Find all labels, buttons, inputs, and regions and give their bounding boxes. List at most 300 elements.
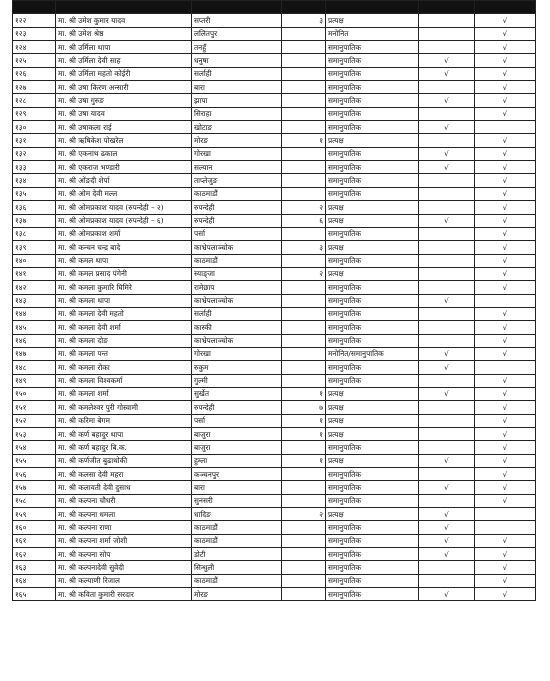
check-column-2-cell: √: [475, 94, 536, 107]
constituency-number-cell: [282, 54, 326, 67]
district-cell: मोरङ: [192, 134, 282, 147]
election-type-cell: समानुपातिक: [326, 521, 419, 534]
district-cell: रुपन्देही: [192, 214, 282, 227]
election-type-cell: समानुपातिक: [326, 121, 419, 134]
district-cell: कञ्चनपुर: [192, 468, 282, 481]
check-column-1-cell: √: [419, 481, 475, 494]
district-cell: डोटी: [192, 548, 282, 561]
district-cell: हुम्ला: [192, 454, 282, 467]
constituency-number-cell: १: [282, 428, 326, 441]
constituency-number-cell: [282, 574, 326, 587]
check-column-2-cell: √: [475, 548, 536, 561]
constituency-number-cell: [282, 174, 326, 187]
check-column-1-cell: [419, 414, 475, 427]
election-type-cell: प्रत्यक्ष: [326, 401, 419, 414]
election-type-cell: प्रत्यक्ष: [326, 241, 419, 254]
constituency-number-cell: २: [282, 508, 326, 521]
election-type-cell: समानुपातिक: [326, 254, 419, 267]
serial-number-cell: १४५: [13, 321, 56, 334]
check-column-2-cell: [475, 121, 536, 134]
district-cell: काभ्रेपलाञ्चोक: [192, 334, 282, 347]
serial-number-cell: १३२: [13, 147, 56, 160]
member-name-cell: मा. श्री ओम देवी मल्ल: [56, 187, 192, 200]
district-cell: सर्लाही: [192, 67, 282, 80]
serial-number-cell: १३३: [13, 161, 56, 174]
check-column-2-cell: √: [475, 494, 536, 507]
check-column-1-cell: [419, 334, 475, 347]
election-type-cell: समानुपातिक: [326, 147, 419, 160]
check-column-2-cell: √: [475, 54, 536, 67]
election-type-cell: समानुपातिक: [326, 294, 419, 307]
check-column-2-cell: √: [475, 267, 536, 280]
constituency-number-cell: [282, 281, 326, 294]
table-row: [13, 401, 536, 414]
constituency-number-cell: [282, 254, 326, 267]
serial-number-cell: १३१: [13, 134, 56, 147]
check-column-2-cell: √: [475, 201, 536, 214]
check-column-1-cell: √: [419, 521, 475, 534]
member-name-cell: मा. श्री कर्ण बहादुर थापा: [56, 428, 192, 441]
election-type-cell: प्रत्यक्ष: [326, 214, 419, 227]
check-column-2-cell: √: [475, 468, 536, 481]
constituency-number-cell: ३: [282, 14, 326, 27]
election-type-cell: समानुपातिक: [326, 534, 419, 547]
check-column-2-cell: √: [475, 428, 536, 441]
table-row: [13, 267, 536, 280]
check-column-2-cell: [475, 521, 536, 534]
table-row: [13, 254, 536, 267]
election-type-cell: प्रत्यक्ष: [326, 387, 419, 400]
election-type-cell: समानुपातिक: [326, 374, 419, 387]
check-column-2-cell: √: [475, 441, 536, 454]
serial-number-cell: १५७: [13, 481, 56, 494]
member-name-cell: मा. श्री कलावती देवी दुसाध: [56, 481, 192, 494]
constituency-number-cell: [282, 548, 326, 561]
constituency-number-cell: ७: [282, 401, 326, 414]
election-type-cell: समानुपातिक: [326, 361, 419, 374]
election-type-cell: समानुपातिक: [326, 161, 419, 174]
member-name-cell: मा. श्री कर्णजीत बुढाथोकी: [56, 454, 192, 467]
member-name-cell: मा. श्री उषा किरण अन्सारी: [56, 81, 192, 94]
district-cell: झापा: [192, 94, 282, 107]
table-row: [13, 548, 536, 561]
serial-number-cell: १५३: [13, 428, 56, 441]
table-row: [13, 387, 536, 400]
district-cell: मोरङ: [192, 588, 282, 601]
constituency-number-cell: [282, 347, 326, 360]
table-row: [13, 534, 536, 547]
check-column-1-cell: [419, 468, 475, 481]
check-column-1-cell: [419, 187, 475, 200]
district-cell: रुपन्देही: [192, 401, 282, 414]
constituency-number-cell: [282, 187, 326, 200]
check-column-2-cell: √: [475, 481, 536, 494]
member-name-cell: मा. श्री कल्पनादेवी सुवेदी: [56, 561, 192, 574]
member-name-cell: मा. श्री कलसा देवी महरा: [56, 468, 192, 481]
check-column-1-cell: [419, 374, 475, 387]
check-column-1-cell: [419, 561, 475, 574]
check-column-1-cell: √: [419, 387, 475, 400]
check-column-2-cell: √: [475, 321, 536, 334]
serial-number-cell: १६१: [13, 534, 56, 547]
check-column-2-cell: √: [475, 334, 536, 347]
constituency-number-cell: [282, 307, 326, 320]
check-column-2-cell: [475, 294, 536, 307]
constituency-number-cell: [282, 334, 326, 347]
serial-number-cell: १५२: [13, 414, 56, 427]
check-column-2-cell: √: [475, 401, 536, 414]
table-row: [13, 468, 536, 481]
district-cell: सिन्धुली: [192, 561, 282, 574]
check-column-1-cell: [419, 14, 475, 27]
table-row: [13, 321, 536, 334]
check-column-2-cell: √: [475, 81, 536, 94]
member-name-cell: मा. श्री उमेश श्रेष्ठ: [56, 27, 192, 40]
member-name-cell: मा. श्री कमला थापा: [56, 294, 192, 307]
election-type-cell: समानुपातिक: [326, 81, 419, 94]
table-row: [13, 41, 536, 54]
check-column-2-cell: √: [475, 134, 536, 147]
check-column-1-cell: √: [419, 67, 475, 80]
member-name-cell: मा. श्री कल्पना चौधरी: [56, 494, 192, 507]
election-type-cell: समानुपातिक: [326, 588, 419, 601]
district-cell: काठमाडौं: [192, 521, 282, 534]
check-column-2-cell: √: [475, 534, 536, 547]
member-name-cell: मा. श्री एकराज भण्डारी: [56, 161, 192, 174]
constituency-number-cell: [282, 374, 326, 387]
member-name-cell: मा. श्री कमल प्रसाद पंगेनी: [56, 267, 192, 280]
member-name-cell: मा. श्री उर्मिला थापा: [56, 41, 192, 54]
check-column-1-cell: [419, 267, 475, 280]
constituency-number-cell: [282, 561, 326, 574]
check-column-2-cell: √: [475, 414, 536, 427]
check-column-1-cell: √: [419, 294, 475, 307]
constituency-number-cell: [282, 27, 326, 40]
election-type-cell: समानुपातिक: [326, 321, 419, 334]
check-column-2-cell: √: [475, 14, 536, 27]
table-row: [13, 201, 536, 214]
election-type-cell: प्रत्यक्ष: [326, 428, 419, 441]
district-cell: गुल्मी: [192, 374, 282, 387]
serial-number-cell: १२८: [13, 94, 56, 107]
district-cell: काठमाडौं: [192, 534, 282, 547]
district-cell: गोरखा: [192, 147, 282, 160]
serial-number-cell: १२२: [13, 14, 56, 27]
member-name-cell: मा. श्री कल्पना राणा: [56, 521, 192, 534]
district-cell: बारा: [192, 81, 282, 94]
table-row: [13, 428, 536, 441]
serial-number-cell: १५४: [13, 441, 56, 454]
election-type-cell: समानुपातिक: [326, 107, 419, 120]
district-cell: रामेछाप: [192, 281, 282, 294]
member-name-cell: मा. श्री कमला शर्मा: [56, 387, 192, 400]
member-name-cell: मा. श्री कल्पना सोप: [56, 548, 192, 561]
district-cell: स्याङ्जा: [192, 267, 282, 280]
district-cell: रुपन्देही: [192, 201, 282, 214]
district-cell: पर्सा: [192, 414, 282, 427]
member-name-cell: मा. श्री ओमप्रकाश यादव (रुपन्देही – ६): [56, 214, 192, 227]
member-name-cell: मा. श्री उर्मिला महतो कोईरी: [56, 67, 192, 80]
check-column-1-cell: √: [419, 508, 475, 521]
member-name-cell: मा. श्री कमला देवी महतो: [56, 307, 192, 320]
serial-number-cell: १४३: [13, 294, 56, 307]
member-name-cell: मा. श्री कमलेश्वर पुरी गोस्वामी: [56, 401, 192, 414]
serial-number-cell: १२९: [13, 107, 56, 120]
election-type-cell: समानुपातिक: [326, 94, 419, 107]
check-column-2-cell: √: [475, 67, 536, 80]
serial-number-cell: १४१: [13, 267, 56, 280]
check-column-2-cell: √: [475, 307, 536, 320]
member-name-cell: मा. श्री उषा गुरुङ: [56, 94, 192, 107]
table-row: [13, 481, 536, 494]
check-column-1-cell: [419, 281, 475, 294]
district-cell: सुनसरी: [192, 494, 282, 507]
member-name-cell: मा. श्री कल्पना शर्मा जोशी: [56, 534, 192, 547]
table-row: [13, 374, 536, 387]
constituency-number-cell: ३: [282, 241, 326, 254]
member-name-cell: मा. श्री उर्मिला देवी साह: [56, 54, 192, 67]
table-row: [13, 107, 536, 120]
serial-number-cell: १५६: [13, 468, 56, 481]
check-column-2-cell: √: [475, 214, 536, 227]
table-row: [13, 147, 536, 160]
constituency-number-cell: [282, 361, 326, 374]
district-cell: धादिङ: [192, 508, 282, 521]
check-column-2-cell: √: [475, 588, 536, 601]
table-row: [13, 121, 536, 134]
serial-number-cell: १२७: [13, 81, 56, 94]
check-column-1-cell: [419, 321, 475, 334]
constituency-number-cell: [282, 67, 326, 80]
check-column-2-cell: √: [475, 347, 536, 360]
check-column-1-cell: √: [419, 121, 475, 134]
check-column-1-cell: √: [419, 94, 475, 107]
check-column-1-cell: √: [419, 161, 475, 174]
constituency-number-cell: [282, 147, 326, 160]
table-row: [13, 14, 536, 27]
table-row: [13, 574, 536, 587]
serial-number-cell: १६३: [13, 561, 56, 574]
serial-number-cell: १५८: [13, 494, 56, 507]
serial-number-cell: १५९: [13, 508, 56, 521]
check-column-1-cell: √: [419, 454, 475, 467]
member-name-cell: मा. श्री कल्याणी रिजाल: [56, 574, 192, 587]
member-name-cell: मा. श्री करिमा बेगम: [56, 414, 192, 427]
election-type-cell: समानुपातिक: [326, 187, 419, 200]
serial-number-cell: १३४: [13, 174, 56, 187]
serial-number-cell: १४९: [13, 374, 56, 387]
check-column-1-cell: √: [419, 548, 475, 561]
check-column-1-cell: [419, 174, 475, 187]
check-column-2-cell: √: [475, 281, 536, 294]
table-row: [13, 227, 536, 240]
serial-number-cell: १४८: [13, 361, 56, 374]
check-column-1-cell: √: [419, 347, 475, 360]
district-cell: काभ्रेपलाञ्चोक: [192, 241, 282, 254]
district-cell: बाजुरा: [192, 428, 282, 441]
check-column-1-cell: [419, 227, 475, 240]
member-name-cell: मा. श्री उमेश कुमार यादव: [56, 14, 192, 27]
check-column-2-cell: [475, 508, 536, 521]
check-column-1-cell: [419, 41, 475, 54]
table-row: [13, 294, 536, 307]
member-rows: [13, 1, 536, 601]
member-name-cell: मा. श्री कमला विश्वकर्मा: [56, 374, 192, 387]
district-cell: तनहुँ: [192, 41, 282, 54]
check-column-1-cell: [419, 254, 475, 267]
serial-number-cell: १३०: [13, 121, 56, 134]
election-type-cell: प्रत्यक्ष: [326, 134, 419, 147]
check-column-2-cell: √: [475, 107, 536, 120]
constituency-number-cell: १: [282, 134, 326, 147]
check-column-1-cell: [419, 81, 475, 94]
district-cell: सर्लाही: [192, 307, 282, 320]
check-column-1-cell: [419, 441, 475, 454]
district-cell: बाजुरा: [192, 441, 282, 454]
constituency-number-cell: [282, 94, 326, 107]
check-column-1-cell: [419, 27, 475, 40]
check-column-1-cell: √: [419, 214, 475, 227]
table-row: [13, 521, 536, 534]
election-type-cell: समानुपातिक: [326, 481, 419, 494]
table-row: [13, 27, 536, 40]
table-row: [13, 187, 536, 200]
check-column-1-cell: [419, 107, 475, 120]
constituency-number-cell: [282, 81, 326, 94]
serial-number-cell: १२३: [13, 27, 56, 40]
table-row: [13, 241, 536, 254]
serial-number-cell: १४०: [13, 254, 56, 267]
constituency-number-cell: २: [282, 267, 326, 280]
check-column-1-cell: √: [419, 54, 475, 67]
member-name-cell: मा. श्री कर्ण बहादुर बि.क.: [56, 441, 192, 454]
district-cell: काठमाडौं: [192, 254, 282, 267]
table-row: [13, 508, 536, 521]
member-name-cell: मा. श्री कमला पन्त: [56, 347, 192, 360]
table-row: [13, 441, 536, 454]
member-name-cell: मा. श्री कविता कुमारी सरदार: [56, 588, 192, 601]
constituency-number-cell: १: [282, 387, 326, 400]
check-column-1-cell: √: [419, 361, 475, 374]
serial-number-cell: १६२: [13, 548, 56, 561]
election-type-cell: समानुपातिक: [326, 441, 419, 454]
serial-number-cell: १४७: [13, 347, 56, 360]
district-cell: ताप्लेजुङ: [192, 174, 282, 187]
check-column-2-cell: √: [475, 241, 536, 254]
district-cell: काठमाडौं: [192, 187, 282, 200]
election-type-cell: समानुपातिक: [326, 54, 419, 67]
serial-number-cell: १५५: [13, 454, 56, 467]
election-type-cell: समानुपातिक: [326, 548, 419, 561]
serial-number-cell: १३८: [13, 227, 56, 240]
table-row: [13, 81, 536, 94]
check-column-1-cell: [419, 574, 475, 587]
constituency-number-cell: [282, 121, 326, 134]
election-type-cell: मनोनित/समानुपातिक: [326, 347, 419, 360]
election-type-cell: समानुपातिक: [326, 227, 419, 240]
check-column-1-cell: [419, 401, 475, 414]
election-type-cell: मनोनित: [326, 27, 419, 40]
serial-number-cell: १३५: [13, 187, 56, 200]
district-cell: कास्की: [192, 321, 282, 334]
district-cell: ललितपुर: [192, 27, 282, 40]
member-name-cell: मा. श्री कल्पना धमला: [56, 508, 192, 521]
member-name-cell: मा. श्री कमला दोङ: [56, 334, 192, 347]
table-row: [13, 307, 536, 320]
constituency-number-cell: [282, 521, 326, 534]
serial-number-cell: १३६: [13, 201, 56, 214]
constituency-number-cell: [282, 107, 326, 120]
check-column-2-cell: √: [475, 147, 536, 160]
member-name-cell: मा. श्री ओमप्रकाश यादव (रुपन्देही – २): [56, 201, 192, 214]
check-column-1-cell: [419, 201, 475, 214]
member-name-cell: मा. श्री एकनाथ ढकाल: [56, 147, 192, 160]
table-row: [13, 281, 536, 294]
check-column-1-cell: [419, 494, 475, 507]
table-row: [13, 134, 536, 147]
table-row: [13, 454, 536, 467]
serial-number-cell: १५०: [13, 387, 56, 400]
constituency-number-cell: [282, 161, 326, 174]
district-cell: सिराहा: [192, 107, 282, 120]
serial-number-cell: १६५: [13, 588, 56, 601]
member-name-cell: मा. श्री ओमप्रकाश शर्मा: [56, 227, 192, 240]
check-column-2-cell: [475, 361, 536, 374]
election-type-cell: समानुपातिक: [326, 41, 419, 54]
serial-number-cell: १४६: [13, 334, 56, 347]
constituency-number-cell: १: [282, 414, 326, 427]
district-cell: काठमाडौं: [192, 574, 282, 587]
table-row: [13, 561, 536, 574]
constituency-number-cell: [282, 41, 326, 54]
election-type-cell: प्रत्यक्ष: [326, 454, 419, 467]
table-row: [13, 214, 536, 227]
election-type-cell: प्रत्यक्ष: [326, 14, 419, 27]
election-type-cell: प्रत्यक्ष: [326, 201, 419, 214]
district-cell: बारा: [192, 481, 282, 494]
election-type-cell: प्रत्यक्ष: [326, 267, 419, 280]
serial-number-cell: १६०: [13, 521, 56, 534]
table-row: [13, 334, 536, 347]
constituency-number-cell: [282, 441, 326, 454]
serial-number-cell: १२४: [13, 41, 56, 54]
constituency-number-cell: [282, 227, 326, 240]
serial-number-cell: १३९: [13, 241, 56, 254]
election-type-cell: समानुपातिक: [326, 561, 419, 574]
member-name-cell: मा. श्री ऋषिकेश पोखरेल: [56, 134, 192, 147]
election-type-cell: प्रत्यक्ष: [326, 508, 419, 521]
table-row: [13, 494, 536, 507]
check-column-1-cell: [419, 307, 475, 320]
check-column-2-cell: √: [475, 227, 536, 240]
constituency-number-cell: [282, 321, 326, 334]
district-cell: सप्तरी: [192, 14, 282, 27]
constituency-number-cell: [282, 294, 326, 307]
check-column-2-cell: √: [475, 187, 536, 200]
election-type-cell: समानुपातिक: [326, 468, 419, 481]
table-row: [13, 588, 536, 601]
constituency-number-cell: ६: [282, 214, 326, 227]
election-type-cell: समानुपातिक: [326, 174, 419, 187]
check-column-2-cell: √: [475, 387, 536, 400]
check-column-2-cell: √: [475, 27, 536, 40]
check-column-2-cell: √: [475, 161, 536, 174]
constituency-number-cell: [282, 588, 326, 601]
election-type-cell: समानुपातिक: [326, 307, 419, 320]
constituency-number-cell: २: [282, 201, 326, 214]
check-column-1-cell: √: [419, 147, 475, 160]
header-row-fragment: [13, 1, 536, 14]
